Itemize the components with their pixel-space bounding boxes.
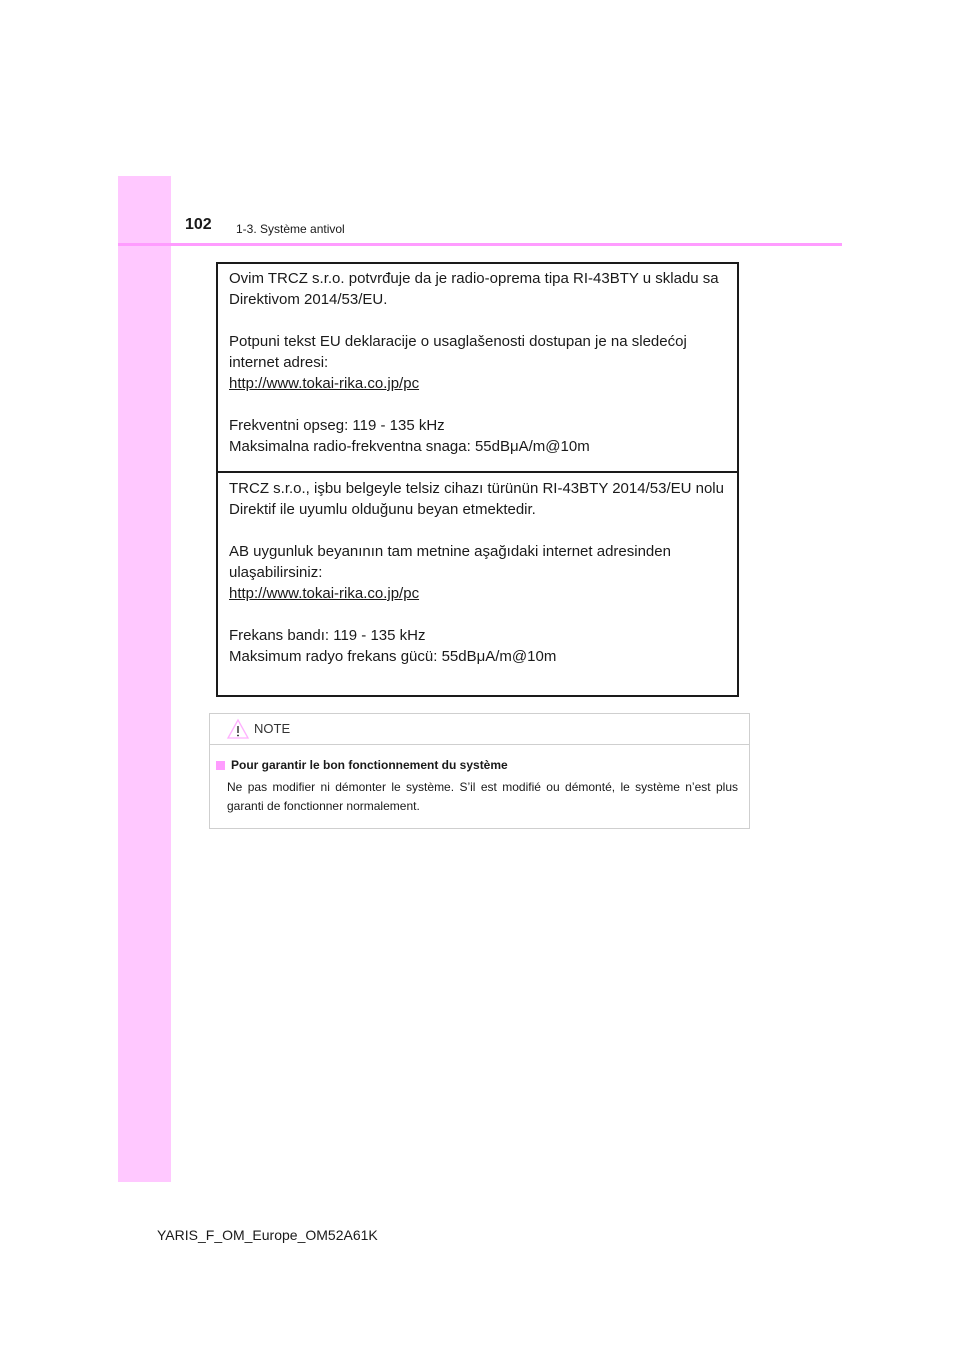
note-box [209,713,750,829]
frequency-range: Frekans bandı: 119 - 135 kHz [229,627,426,644]
note-heading [216,758,508,772]
warning-triangle-icon [226,718,250,740]
max-power: Maksimum radyo frekans gücü: 55dBμA/m@10m [229,648,557,665]
declaration-link[interactable]: http://www.tokai-rika.co.jp/pc [229,585,420,602]
declaration-paragraph: Ovim TRCZ s.r.o. potvrđuje da je radio-oprema tipa RI-43BTY u skladu sa Direktivom 2014/53/EU. [229,270,719,308]
frequency-range: Frekventni opseg: 119 - 135 kHz [229,417,445,434]
square-bullet-icon [216,761,225,770]
declaration-paragraph: TRCZ s.r.o., işbu belgeyle telsiz cihazı türünün RI-43BTY 2014/53/EU nolu Direktif ile uyumlu olduğunu beyan etmektedir. [229,480,724,518]
document-id: YARIS_F_OM_Europe_OM52A61K [157,1227,378,1243]
declaration-link[interactable]: http://www.tokai-rika.co.jp/pc [229,375,420,392]
note-header [210,714,749,745]
page-side-tab [118,176,171,1182]
section-title: 1-3. Système antivol [236,222,345,236]
declaration-paragraph: AB uygunluk beyanının tam metnine aşağıdaki internet adresinden ulaşabilirsiniz: [229,543,671,581]
declaration-box [216,262,739,697]
note-heading-text: Pour garantir le bon fonctionnement du système [231,758,508,772]
declaration-turkish [229,478,724,667]
declaration-paragraph: Potpuni tekst EU deklaracije o usaglašenosti dostupan je na sledećoj internet adresi: [229,333,687,371]
page-number: 102 [185,216,212,233]
header-rule [118,243,842,246]
declaration-divider [218,471,737,473]
note-text: Ne pas modifier ni démonter le système. S’il est modifié ou démonté, le système n’est plus garanti de fonctionner normalement. [227,780,738,813]
declaration-serbian [229,268,724,457]
max-power: Maksimalna radio-frekventna snaga: 55dBμA/m@10m [229,438,590,455]
note-label: NOTE [254,721,291,736]
